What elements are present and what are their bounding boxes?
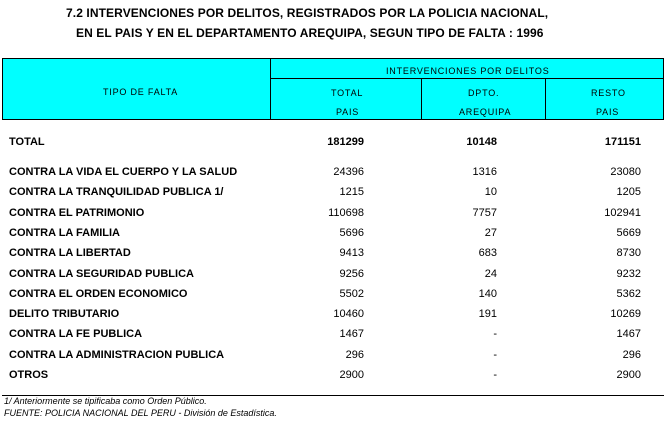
cell-resto-pais: 5362 xyxy=(616,288,641,300)
cell-total-pais: 5696 xyxy=(339,227,364,239)
cell-total-pais: 9256 xyxy=(339,268,364,280)
header-group-underline xyxy=(270,78,663,79)
table-row xyxy=(0,325,666,343)
cell-total-pais: 296 xyxy=(345,349,364,361)
row-label: CONTRA LA SEGURIDAD PUBLICA xyxy=(9,268,194,280)
cell-dpto-arequipa: 10 xyxy=(484,186,497,198)
cell-resto-pais: 9232 xyxy=(616,268,641,280)
header-tipo-de-falta: TIPO DE FALTA xyxy=(103,87,179,97)
row-label: DELITO TRIBUTARIO xyxy=(9,308,120,320)
cell-total-pais: 9413 xyxy=(339,247,364,259)
table-row xyxy=(0,183,666,201)
header-divider-1 xyxy=(421,79,422,119)
row-label: CONTRA LA ADMINISTRACION PUBLICA xyxy=(9,349,225,361)
cell-total-pais: 5502 xyxy=(339,288,364,300)
cell-total-pais: 1467 xyxy=(339,328,364,340)
cell-resto-pais: 102941 xyxy=(604,207,641,219)
header-divider-tipo xyxy=(270,59,271,119)
row-label: CONTRA LA FE PUBLICA xyxy=(9,328,143,340)
table-row xyxy=(0,346,666,364)
cell-resto-pais: 1205 xyxy=(616,186,641,198)
table-row xyxy=(0,366,666,384)
header-col-resto-top: RESTO xyxy=(591,88,626,98)
row-label: OTROS xyxy=(9,369,49,381)
table-title-line-1: 7.2 INTERVENCIONES POR DELITOS, REGISTRADOS POR LA POLICIA NACIONAL, xyxy=(66,6,549,20)
cell-dpto-arequipa: 27 xyxy=(484,227,497,239)
header-group-intervenciones: INTERVENCIONES POR DELITOS xyxy=(386,66,550,76)
row-label: CONTRA EL ORDEN ECONOMICO xyxy=(9,288,188,300)
cell-dpto-arequipa: 7757 xyxy=(472,207,497,219)
row-label: CONTRA EL PATRIMONIO xyxy=(9,207,145,219)
cell-dpto-arequipa: 24 xyxy=(484,268,497,280)
header-col-dpto-top: DPTO. xyxy=(468,88,500,98)
cell-dpto-arequipa: - xyxy=(493,349,497,361)
header-col-total-top: TOTAL xyxy=(331,88,364,98)
table-header xyxy=(2,58,664,120)
cell-total-pais: 110698 xyxy=(328,207,364,219)
row-label: CONTRA LA LIBERTAD xyxy=(9,247,131,259)
cell-dpto-arequipa: 683 xyxy=(478,247,497,259)
table-row-total xyxy=(0,133,666,151)
table-title-line-2: EN EL PAIS Y EN EL DEPARTAMENTO AREQUIPA, SEGUN TIPO DE FALTA : 1996 xyxy=(76,26,544,40)
table-row xyxy=(0,265,666,283)
cell-dpto-arequipa: 191 xyxy=(478,308,497,320)
row-label: CONTRA LA FAMILIA xyxy=(9,227,121,239)
source-note: FUENTE: POLICIA NACIONAL DEL PERU - División de Estadística. xyxy=(4,408,277,418)
footnote-1: 1/ Anteriormente se tipificaba como Orden Público. xyxy=(4,396,207,406)
cell-total-pais: 2900 xyxy=(339,369,364,381)
table-row xyxy=(0,204,666,222)
cell-dpto-arequipa: - xyxy=(493,369,497,381)
cell-total-pais: 24396 xyxy=(333,166,364,178)
cell-total-pais: 1215 xyxy=(339,186,364,198)
table-row xyxy=(0,163,666,181)
cell-dpto-arequipa: 10148 xyxy=(466,136,497,148)
cell-dpto-arequipa: 140 xyxy=(478,288,497,300)
header-col-total-bottom: PAIS xyxy=(336,107,360,117)
cell-resto-pais: 8730 xyxy=(616,247,641,259)
row-label: TOTAL xyxy=(9,136,45,148)
table-row xyxy=(0,224,666,242)
cell-resto-pais: 1467 xyxy=(616,328,641,340)
header-col-dpto-bottom: AREQUIPA xyxy=(459,107,512,117)
row-label: CONTRA LA VIDA EL CUERPO Y LA SALUD xyxy=(9,166,238,178)
cell-dpto-arequipa: - xyxy=(493,328,497,340)
table-row xyxy=(0,285,666,303)
cell-total-pais: 181299 xyxy=(327,136,364,148)
cell-resto-pais: 2900 xyxy=(616,369,641,381)
row-label: CONTRA LA TRANQUILIDAD PUBLICA 1/ xyxy=(9,186,224,198)
table-row xyxy=(0,244,666,262)
table-row xyxy=(0,305,666,323)
header-divider-2 xyxy=(545,79,546,119)
cell-dpto-arequipa: 1316 xyxy=(472,166,497,178)
cell-resto-pais: 10269 xyxy=(610,308,641,320)
cell-total-pais: 10460 xyxy=(333,308,364,320)
cell-resto-pais: 171151 xyxy=(604,136,641,148)
cell-resto-pais: 296 xyxy=(622,349,641,361)
cell-resto-pais: 5669 xyxy=(616,227,641,239)
cell-resto-pais: 23080 xyxy=(610,166,641,178)
header-col-resto-bottom: PAIS xyxy=(596,107,620,117)
